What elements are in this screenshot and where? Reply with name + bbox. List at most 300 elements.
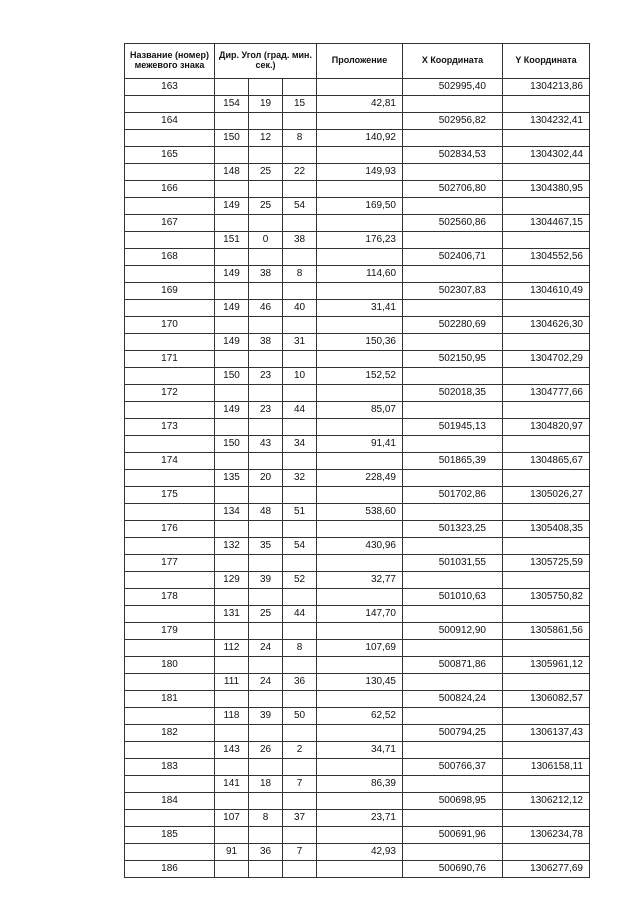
- y-coordinate: 1306158,11: [503, 759, 590, 776]
- x-coordinate: 500698,95: [403, 793, 503, 810]
- point-row: [125, 385, 590, 402]
- empty-cell: [125, 232, 215, 249]
- point-name: 181: [125, 691, 215, 708]
- empty-cell: [215, 555, 249, 572]
- empty-cell: [125, 130, 215, 147]
- empty-cell: [125, 402, 215, 419]
- empty-cell: [125, 368, 215, 385]
- angle-minutes: 25: [249, 198, 283, 215]
- empty-cell: [215, 487, 249, 504]
- angle-minutes: 39: [249, 708, 283, 725]
- y-coordinate: 1306277,69: [503, 861, 590, 878]
- empty-cell: [249, 317, 283, 334]
- empty-cell: [317, 657, 403, 674]
- angle-degrees: 149: [215, 402, 249, 419]
- empty-cell: [215, 215, 249, 232]
- segment-row: [125, 402, 590, 419]
- empty-cell: [215, 725, 249, 742]
- empty-cell: [317, 113, 403, 130]
- empty-cell: [317, 623, 403, 640]
- point-row: [125, 521, 590, 538]
- point-row: [125, 113, 590, 130]
- empty-cell: [317, 725, 403, 742]
- empty-cell: [249, 181, 283, 198]
- segment-row: [125, 674, 590, 691]
- point-row: [125, 453, 590, 470]
- empty-cell: [403, 640, 503, 657]
- angle-seconds: 2: [283, 742, 317, 759]
- empty-cell: [403, 572, 503, 589]
- angle-degrees: 149: [215, 334, 249, 351]
- segment-row: [125, 844, 590, 861]
- segment-row: [125, 96, 590, 113]
- angle-degrees: 141: [215, 776, 249, 793]
- empty-cell: [283, 147, 317, 164]
- angle-seconds: 40: [283, 300, 317, 317]
- empty-cell: [215, 589, 249, 606]
- angle-seconds: 54: [283, 198, 317, 215]
- segment-row: [125, 470, 590, 487]
- empty-cell: [283, 555, 317, 572]
- angle-degrees: 91: [215, 844, 249, 861]
- empty-cell: [317, 419, 403, 436]
- segment-row: [125, 640, 590, 657]
- empty-cell: [317, 215, 403, 232]
- empty-cell: [249, 589, 283, 606]
- x-coordinate: 502706,80: [403, 181, 503, 198]
- segment-distance: 34,71: [317, 742, 403, 759]
- point-name: 185: [125, 827, 215, 844]
- header-x-coordinate: X Координата: [403, 44, 503, 79]
- empty-cell: [283, 317, 317, 334]
- empty-cell: [403, 606, 503, 623]
- angle-minutes: 25: [249, 164, 283, 181]
- angle-degrees: 132: [215, 538, 249, 555]
- empty-cell: [215, 657, 249, 674]
- y-coordinate: 1306234,78: [503, 827, 590, 844]
- empty-cell: [249, 657, 283, 674]
- empty-cell: [503, 300, 590, 317]
- empty-cell: [317, 351, 403, 368]
- empty-cell: [249, 691, 283, 708]
- empty-cell: [503, 368, 590, 385]
- point-name: 170: [125, 317, 215, 334]
- empty-cell: [249, 453, 283, 470]
- empty-cell: [283, 487, 317, 504]
- empty-cell: [317, 861, 403, 878]
- angle-seconds: 8: [283, 130, 317, 147]
- empty-cell: [317, 453, 403, 470]
- empty-cell: [317, 793, 403, 810]
- angle-seconds: 36: [283, 674, 317, 691]
- angle-seconds: 52: [283, 572, 317, 589]
- y-coordinate: 1305750,82: [503, 589, 590, 606]
- point-name: 183: [125, 759, 215, 776]
- angle-degrees: 112: [215, 640, 249, 657]
- angle-minutes: 43: [249, 436, 283, 453]
- empty-cell: [215, 793, 249, 810]
- empty-cell: [403, 538, 503, 555]
- angle-seconds: 8: [283, 266, 317, 283]
- x-coordinate: 501323,25: [403, 521, 503, 538]
- x-coordinate: 501010,63: [403, 589, 503, 606]
- table-header-row: [125, 44, 590, 79]
- angle-minutes: 24: [249, 640, 283, 657]
- segment-row: [125, 300, 590, 317]
- empty-cell: [503, 198, 590, 215]
- empty-cell: [403, 708, 503, 725]
- point-name: 168: [125, 249, 215, 266]
- x-coordinate: 500766,37: [403, 759, 503, 776]
- empty-cell: [503, 436, 590, 453]
- angle-minutes: 23: [249, 402, 283, 419]
- segment-distance: 130,45: [317, 674, 403, 691]
- empty-cell: [249, 861, 283, 878]
- empty-cell: [215, 419, 249, 436]
- empty-cell: [125, 538, 215, 555]
- empty-cell: [403, 368, 503, 385]
- empty-cell: [283, 453, 317, 470]
- point-row: [125, 351, 590, 368]
- angle-seconds: 15: [283, 96, 317, 113]
- segment-distance: 114,60: [317, 266, 403, 283]
- empty-cell: [249, 555, 283, 572]
- angle-degrees: 151: [215, 232, 249, 249]
- empty-cell: [125, 504, 215, 521]
- empty-cell: [249, 521, 283, 538]
- angle-seconds: 44: [283, 606, 317, 623]
- segment-distance: 86,39: [317, 776, 403, 793]
- empty-cell: [125, 708, 215, 725]
- y-coordinate: 1304626,30: [503, 317, 590, 334]
- empty-cell: [403, 810, 503, 827]
- point-name: 177: [125, 555, 215, 572]
- segment-row: [125, 164, 590, 181]
- segment-distance: 430,96: [317, 538, 403, 555]
- empty-cell: [249, 283, 283, 300]
- segment-row: [125, 504, 590, 521]
- y-coordinate: 1304552,56: [503, 249, 590, 266]
- angle-minutes: 25: [249, 606, 283, 623]
- empty-cell: [503, 742, 590, 759]
- point-name: 171: [125, 351, 215, 368]
- point-name: 172: [125, 385, 215, 402]
- point-row: [125, 861, 590, 878]
- y-coordinate: 1304610,49: [503, 283, 590, 300]
- angle-degrees: 131: [215, 606, 249, 623]
- empty-cell: [215, 351, 249, 368]
- y-coordinate: 1304702,29: [503, 351, 590, 368]
- point-name: 175: [125, 487, 215, 504]
- empty-cell: [317, 589, 403, 606]
- empty-cell: [403, 742, 503, 759]
- y-coordinate: 1304467,15: [503, 215, 590, 232]
- empty-cell: [403, 504, 503, 521]
- empty-cell: [215, 691, 249, 708]
- point-row: [125, 623, 590, 640]
- empty-cell: [249, 215, 283, 232]
- segment-distance: 42,93: [317, 844, 403, 861]
- point-name: 179: [125, 623, 215, 640]
- empty-cell: [125, 810, 215, 827]
- segment-row: [125, 538, 590, 555]
- empty-cell: [215, 181, 249, 198]
- empty-cell: [403, 334, 503, 351]
- empty-cell: [249, 487, 283, 504]
- segment-row: [125, 572, 590, 589]
- empty-cell: [317, 487, 403, 504]
- empty-cell: [215, 317, 249, 334]
- empty-cell: [503, 402, 590, 419]
- boundary-coordinates-table: [124, 43, 590, 878]
- empty-cell: [403, 844, 503, 861]
- y-coordinate: 1305861,56: [503, 623, 590, 640]
- angle-minutes: 35: [249, 538, 283, 555]
- x-coordinate: 501702,86: [403, 487, 503, 504]
- header-distance: Проложение: [317, 44, 403, 79]
- point-name: 164: [125, 113, 215, 130]
- empty-cell: [215, 385, 249, 402]
- angle-seconds: 10: [283, 368, 317, 385]
- empty-cell: [283, 657, 317, 674]
- empty-cell: [283, 249, 317, 266]
- empty-cell: [503, 504, 590, 521]
- empty-cell: [125, 742, 215, 759]
- angle-degrees: 129: [215, 572, 249, 589]
- segment-row: [125, 334, 590, 351]
- point-row: [125, 79, 590, 96]
- empty-cell: [403, 130, 503, 147]
- point-name: 182: [125, 725, 215, 742]
- point-row: [125, 589, 590, 606]
- x-coordinate: 502834,53: [403, 147, 503, 164]
- empty-cell: [403, 96, 503, 113]
- empty-cell: [125, 96, 215, 113]
- segment-row: [125, 436, 590, 453]
- segment-distance: 85,07: [317, 402, 403, 419]
- point-row: [125, 317, 590, 334]
- empty-cell: [125, 266, 215, 283]
- empty-cell: [125, 674, 215, 691]
- empty-cell: [317, 759, 403, 776]
- angle-minutes: 38: [249, 266, 283, 283]
- point-row: [125, 249, 590, 266]
- angle-degrees: 150: [215, 368, 249, 385]
- empty-cell: [503, 266, 590, 283]
- x-coordinate: 502280,69: [403, 317, 503, 334]
- empty-cell: [125, 776, 215, 793]
- empty-cell: [317, 79, 403, 96]
- empty-cell: [125, 572, 215, 589]
- empty-cell: [283, 793, 317, 810]
- angle-seconds: 31: [283, 334, 317, 351]
- empty-cell: [503, 334, 590, 351]
- x-coordinate: 502406,71: [403, 249, 503, 266]
- empty-cell: [125, 300, 215, 317]
- point-row: [125, 725, 590, 742]
- angle-degrees: 134: [215, 504, 249, 521]
- empty-cell: [403, 164, 503, 181]
- segment-row: [125, 742, 590, 759]
- angle-minutes: 23: [249, 368, 283, 385]
- point-name: 174: [125, 453, 215, 470]
- angle-minutes: 12: [249, 130, 283, 147]
- empty-cell: [403, 436, 503, 453]
- empty-cell: [503, 96, 590, 113]
- empty-cell: [503, 844, 590, 861]
- y-coordinate: 1304380,95: [503, 181, 590, 198]
- empty-cell: [283, 861, 317, 878]
- angle-seconds: 44: [283, 402, 317, 419]
- angle-minutes: 39: [249, 572, 283, 589]
- x-coordinate: 502956,82: [403, 113, 503, 130]
- segment-distance: 176,23: [317, 232, 403, 249]
- point-row: [125, 759, 590, 776]
- angle-seconds: 7: [283, 776, 317, 793]
- empty-cell: [249, 827, 283, 844]
- angle-degrees: 149: [215, 266, 249, 283]
- empty-cell: [125, 470, 215, 487]
- empty-cell: [317, 555, 403, 572]
- point-name: 173: [125, 419, 215, 436]
- angle-seconds: 37: [283, 810, 317, 827]
- empty-cell: [503, 130, 590, 147]
- segment-row: [125, 810, 590, 827]
- point-name: 166: [125, 181, 215, 198]
- angle-minutes: 19: [249, 96, 283, 113]
- point-name: 180: [125, 657, 215, 674]
- empty-cell: [503, 538, 590, 555]
- empty-cell: [503, 572, 590, 589]
- angle-minutes: 0: [249, 232, 283, 249]
- y-coordinate: 1304820,97: [503, 419, 590, 436]
- segment-row: [125, 368, 590, 385]
- point-name: 176: [125, 521, 215, 538]
- point-row: [125, 147, 590, 164]
- angle-degrees: 107: [215, 810, 249, 827]
- empty-cell: [503, 164, 590, 181]
- segment-row: [125, 776, 590, 793]
- empty-cell: [215, 147, 249, 164]
- y-coordinate: 1305026,27: [503, 487, 590, 504]
- point-row: [125, 793, 590, 810]
- empty-cell: [125, 844, 215, 861]
- empty-cell: [125, 164, 215, 181]
- angle-degrees: 154: [215, 96, 249, 113]
- angle-minutes: 38: [249, 334, 283, 351]
- empty-cell: [249, 147, 283, 164]
- angle-degrees: 135: [215, 470, 249, 487]
- segment-distance: 42,81: [317, 96, 403, 113]
- segment-distance: 228,49: [317, 470, 403, 487]
- empty-cell: [249, 385, 283, 402]
- point-row: [125, 691, 590, 708]
- header-direction-angle: Дир. Угол (град. мин. сек.): [215, 44, 317, 79]
- empty-cell: [283, 419, 317, 436]
- empty-cell: [503, 606, 590, 623]
- angle-minutes: 8: [249, 810, 283, 827]
- table-body: [125, 79, 590, 878]
- angle-seconds: 22: [283, 164, 317, 181]
- empty-cell: [215, 283, 249, 300]
- segment-distance: 149,93: [317, 164, 403, 181]
- empty-cell: [283, 113, 317, 130]
- point-name: 163: [125, 79, 215, 96]
- x-coordinate: 500691,96: [403, 827, 503, 844]
- point-name: 169: [125, 283, 215, 300]
- segment-distance: 23,71: [317, 810, 403, 827]
- empty-cell: [283, 759, 317, 776]
- x-coordinate: 500824,24: [403, 691, 503, 708]
- empty-cell: [317, 283, 403, 300]
- angle-seconds: 7: [283, 844, 317, 861]
- empty-cell: [249, 793, 283, 810]
- empty-cell: [215, 759, 249, 776]
- empty-cell: [317, 147, 403, 164]
- empty-cell: [249, 351, 283, 368]
- angle-minutes: 18: [249, 776, 283, 793]
- empty-cell: [215, 521, 249, 538]
- y-coordinate: 1306082,57: [503, 691, 590, 708]
- point-name: 165: [125, 147, 215, 164]
- angle-degrees: 150: [215, 130, 249, 147]
- y-coordinate: 1304777,66: [503, 385, 590, 402]
- empty-cell: [215, 79, 249, 96]
- x-coordinate: 502018,35: [403, 385, 503, 402]
- point-name: 186: [125, 861, 215, 878]
- angle-degrees: 143: [215, 742, 249, 759]
- angle-degrees: 149: [215, 198, 249, 215]
- point-row: [125, 827, 590, 844]
- angle-minutes: 46: [249, 300, 283, 317]
- segment-distance: 107,69: [317, 640, 403, 657]
- angle-degrees: 118: [215, 708, 249, 725]
- empty-cell: [283, 215, 317, 232]
- empty-cell: [403, 198, 503, 215]
- empty-cell: [125, 198, 215, 215]
- empty-cell: [215, 453, 249, 470]
- angle-degrees: 111: [215, 674, 249, 691]
- y-coordinate: 1304865,67: [503, 453, 590, 470]
- empty-cell: [249, 249, 283, 266]
- empty-cell: [503, 674, 590, 691]
- empty-cell: [503, 640, 590, 657]
- angle-minutes: 20: [249, 470, 283, 487]
- y-coordinate: 1305725,59: [503, 555, 590, 572]
- empty-cell: [317, 691, 403, 708]
- angle-minutes: 48: [249, 504, 283, 521]
- x-coordinate: 500912,90: [403, 623, 503, 640]
- x-coordinate: 501945,13: [403, 419, 503, 436]
- empty-cell: [283, 521, 317, 538]
- segment-row: [125, 606, 590, 623]
- empty-cell: [403, 300, 503, 317]
- y-coordinate: 1306137,43: [503, 725, 590, 742]
- empty-cell: [317, 827, 403, 844]
- empty-cell: [403, 470, 503, 487]
- angle-minutes: 26: [249, 742, 283, 759]
- empty-cell: [283, 79, 317, 96]
- header-y-coordinate: Y Координата: [503, 44, 590, 79]
- empty-cell: [249, 759, 283, 776]
- y-coordinate: 1305961,12: [503, 657, 590, 674]
- empty-cell: [215, 623, 249, 640]
- empty-cell: [249, 419, 283, 436]
- empty-cell: [503, 708, 590, 725]
- x-coordinate: 502560,86: [403, 215, 503, 232]
- point-row: [125, 181, 590, 198]
- segment-distance: 31,41: [317, 300, 403, 317]
